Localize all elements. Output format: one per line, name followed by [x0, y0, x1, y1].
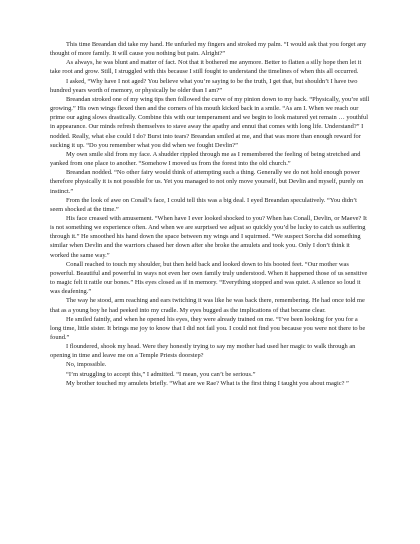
paragraph: No, impossible.: [66, 361, 107, 369]
paragraph: Breandan stroked one of my wing tips then followed the curve of my pinion down to my back. “Physically, you’re still growing.” His own wings flexed then and the corners of his mouth kicked back in a smile. “As am I. When we reach our prime our aging slows drastically. Combine this with our temperament and we begin to look matured yet remain … youthful in appearance. Our minds refresh themselves to stave away the apathy and ennui that comes with long life. Understand?” I nodded. Really, what else could I do? Burst into tears? Breandan smiled at me, and that was more than enough reward for sucking it up. “Do you remember what you did when we fought Devlin?”: [50, 95, 370, 149]
paragraph: I asked, “Why have I not aged? You believe what you’re saying to be the truth, I get that, but shouldn’t I have two hundred years worth of memory, or physically be older than I am?”: [50, 77, 358, 94]
paragraph: Breandan nodded. “No other fairy would think of attempting such a thing. Generally we do not hold enough power therefore physically it is not possible for us. Yet you managed to not only move yourself, but Devlin and myself, purely on instinct.”: [50, 169, 364, 195]
paragraph: He smiled faintly, and when he opened his eyes, they were already trained on me. “I’ve been looking for you for a long time, little sister. It brings me joy to know that I did not fail you. I could not find you because you were not there to be found.”: [50, 315, 366, 341]
paragraph: This time Breandan did take my hand. He unfurled my fingers and stroked my palm. “I would ask that you forget any thought of more family. It will cause you nothing but pain. Alright?”: [50, 41, 367, 58]
paragraph: My own smile slid from my face. A shudder rippled through me as I remembered the feeling of being stretched and yanked from one place to another. “Somehow I moved us from the forest into the old church.”: [50, 150, 361, 168]
paragraph: From the look of awe on Conall’s face, I could tell this was a big deal. I eyed Breandan speculatively. “You didn’t seem shocked at the time.”: [50, 196, 357, 213]
paragraph: Conall reached to touch my shoulder, but then held back and looked down to his booted feet. “Our mother was powerful. Beautiful and powerful in ways not even her own family truly understood. When it happened those of us sensitive to magic felt it rattle our bones.” His eyes closed as if in memory. “Everything stopped and was quiet. A silence so loud it was deafening.”: [50, 260, 368, 296]
paragraph: “I’m struggling to accept this,” I admitted. “I mean, you can’t be serious.”: [66, 370, 256, 378]
paragraph: I floundered, shook my head. Were they honestly trying to say my mother had used her magic to walk through an opening in time and leave me on a Temple Priests doorstep?: [50, 343, 356, 360]
paragraph: His face creased with amusement. “When have I ever looked shocked to you? When has Conall, Devlin, or Maeve? It is not something we experience often. And when we are surprised we adjust so quickly you’d be lucky to catch us suffering through it.” He smoothed his hand down the space between my wings and I squirmed. “We suspect Sorcha did something similar when Devlin and the warriors chased her down after she broke the amulets and took you. Only I don’t think it worked the same way.”: [50, 214, 367, 259]
paragraph: The way he stood, arm reaching and ears twitching it was like he was back there, remembering. He had once told me that as a young boy he had peeked into my cradle. My eyes bugged as the implications of that became clear.: [50, 297, 365, 314]
book-page: [50, 40, 370, 388]
paragraph: My brother touched my amulets briefly. “What are we Rae? What is the first thing I taught you about magic? ”: [66, 379, 349, 387]
paragraph: As always, he was blunt and matter of fact. Not that it bothered me anymore. Better to flatten a silly hope then let it take root and grow. Still, I struggled with this because I still fought to understand the timelines of when this all occurred.: [50, 59, 362, 76]
